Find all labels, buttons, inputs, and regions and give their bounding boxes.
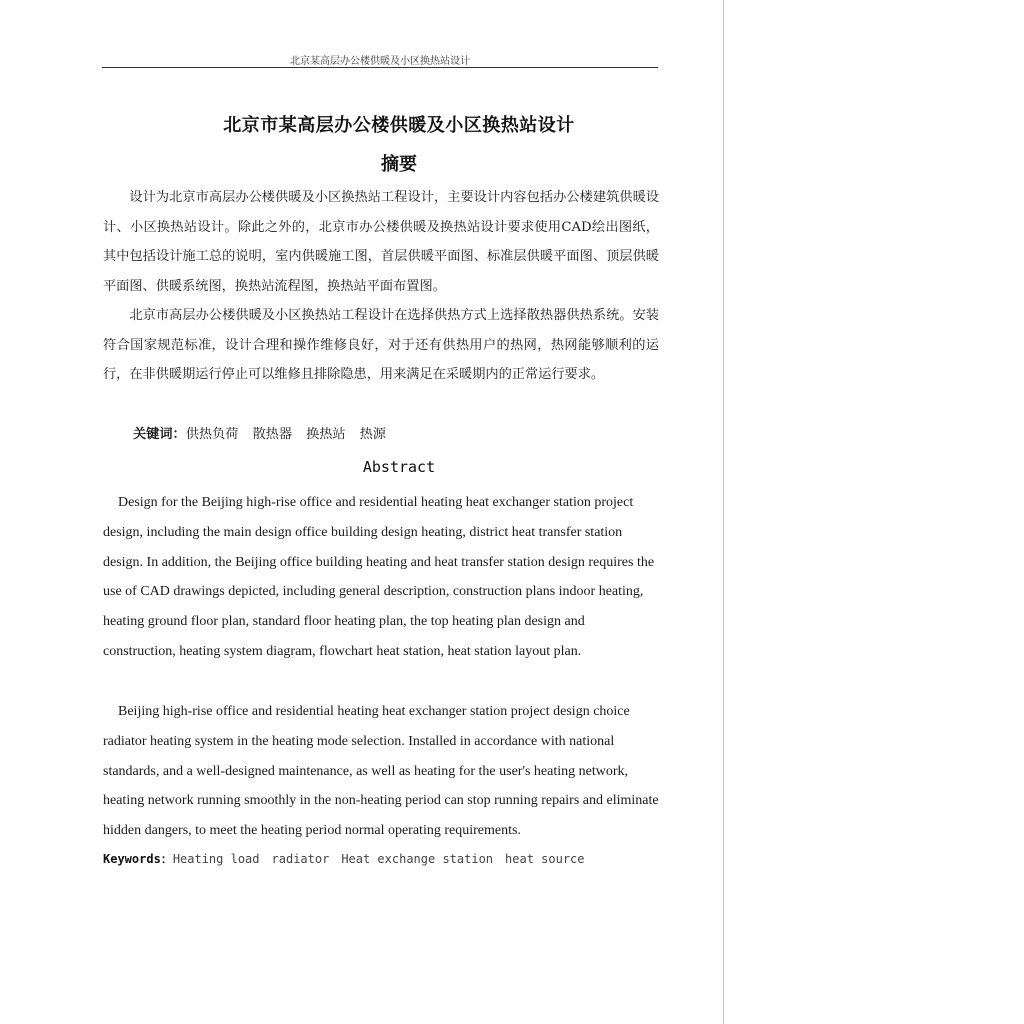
abstract-cn-text-1: 设计为北京市高层办公楼供暖及小区换热站工程设计，主要设计内容包括办公楼建筑供暖设计、小区换热站设计。除此之外的，北京市办公楼供暖及换热站设计要求使用CAD绘出图纸，其中包括设计施工总的说明，室内供暖施工图，首层供暖平面图、标准层供暖平面图、顶层供暖平面图、供暖系统图，换热站流程图，换热站平面布置图。 <box>103 190 659 295</box>
abstract-cn-text-2: 北京市高层办公楼供暖及小区换热站工程设计在选择供热方式上选择散热器供热系统。安装符合国家规范标准，设计合理和操作维修良好，对于还有供热用户的热网，热网能够顺利的运行，在非供暖期运行停止可以维修且排除隐患，用来满足在采暖期内的正常运行要求。 <box>103 308 659 383</box>
header-rule <box>102 67 658 68</box>
abstract-cn-paragraph-1 <box>103 183 659 302</box>
en-keyword: heat source <box>505 852 585 866</box>
abstract-cn-paragraph-2 <box>103 301 659 390</box>
cn-keywords-label: 关键词： <box>133 427 186 442</box>
cn-keywords <box>133 423 400 442</box>
running-header: 北京某高层办公楼供暖及小区换热站设计 <box>290 56 470 67</box>
abstract-en-heading: Abstract <box>362 458 436 476</box>
abstract-cn-heading: 摘要 <box>381 154 417 175</box>
en-keyword: radiator <box>271 852 330 866</box>
abstract-en-text-2: Beijing high-rise office and residential heating heat exchanger station project design choice radiator heating system in the heating mode selection. Installed in accordance with national standards, and a well-designed maintenance, as well as heating for the user's heating network, heating network running smoothly in the non-heating period can stop running repairs and eliminate hidden dangers, to meet the heating period normal operating requirements. <box>103 704 659 839</box>
en-keywords-label: Keywords： <box>103 852 173 866</box>
en-keywords <box>103 850 597 867</box>
cn-keyword: 热源 <box>359 427 386 442</box>
page-edge-divider <box>723 0 724 1024</box>
cn-keyword: 散热器 <box>252 427 293 442</box>
cn-keyword: 供热负荷 <box>185 427 239 442</box>
cn-keyword: 换热站 <box>306 427 346 442</box>
en-keyword: Heating load <box>172 852 260 866</box>
en-keyword: Heat exchange station <box>341 852 494 866</box>
thesis-title: 北京市某高层办公楼供暖及小区换热站设计 <box>223 115 575 136</box>
abstract-en-paragraph-1 <box>103 488 659 667</box>
abstract-en-text-1: Design for the Beijing high-rise office and residential heating heat exchanger station project design, including the main design office building design heating, district heat transfer station design. In addition, the Beijing office building heating and heat transfer station design requires the use of CAD drawings depicted, including general description, construction plans indoor heating, heating ground floor plan, standard floor heating plan, the top heating plan design and construction, heating system diagram, flowchart heat station, heat station layout plan. <box>103 495 655 659</box>
abstract-en-paragraph-2 <box>103 697 659 846</box>
